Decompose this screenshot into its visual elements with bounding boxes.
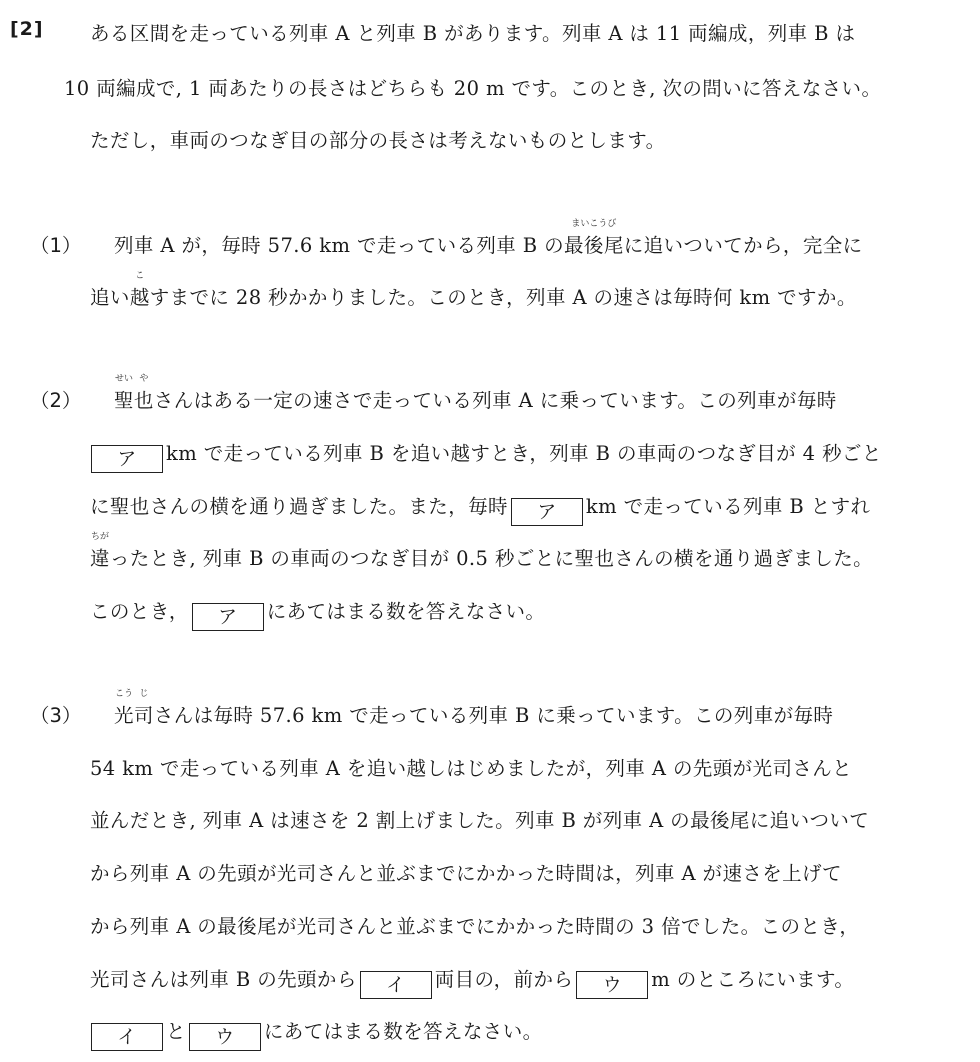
q3-label: （3） xyxy=(30,704,82,727)
q3-ruby-base-1: 光 xyxy=(114,704,134,727)
q3-text-7b: と xyxy=(166,1020,186,1043)
q1-text-d: すまでに 28 秒かかりました。このとき，列車 A の速さは毎時何 km ですか。 xyxy=(149,286,857,309)
q1-ruby-base-2: 越 xyxy=(129,286,150,309)
q3-line-1 xyxy=(114,689,834,728)
intro-line-2: 10 両編成で, 1 両あたりの長さはどちらも 20 m です。このとき, 次の問いに答えなさい。 xyxy=(64,77,882,100)
q2-ruby-base-3: 違 xyxy=(90,547,110,570)
q1-line-2 xyxy=(90,271,857,310)
answer-box-u-2[interactable]: ウ xyxy=(189,1023,261,1051)
q2-ruby-base-1: 聖 xyxy=(114,389,134,412)
q2-text-3b: km で走っている列車 B とすれ xyxy=(585,495,871,518)
q1-ruby-text: まいこうび xyxy=(571,219,617,229)
q2-line-3 xyxy=(90,491,870,526)
q3-line-6 xyxy=(90,964,854,999)
q2-line-1 xyxy=(114,374,837,413)
q2-text-4: ったとき, 列車 B の車両のつなぎ目が 0.5 秒ごとに聖也さんの横を通り過ぎました。 xyxy=(109,547,874,570)
q2-line-4 xyxy=(90,532,874,571)
q1-text-c: 追い xyxy=(90,286,130,309)
q2-text-1: さんはある一定の速さで走っている列車 A に乗っています。この列車が毎時 xyxy=(153,389,837,412)
q2-line-5 xyxy=(90,596,545,631)
q1-line-1 xyxy=(114,219,863,258)
answer-box-a-2[interactable]: ア xyxy=(511,498,583,526)
intro-line-1: ある区間を走っている列車 A と列車 B があります。列車 A は 11 両編成，列車 B は xyxy=(90,22,856,45)
q3-text-1: さんは毎時 57.6 km で走っている列車 B に乗っています。この列車が毎時 xyxy=(153,704,834,727)
q3-ruby-ji xyxy=(133,689,154,728)
q3-line-7 xyxy=(88,1016,543,1051)
q2-ruby-base-2: 也 xyxy=(133,389,154,412)
q3-text-6a: 光司さんは列車 B の先頭から xyxy=(90,968,357,991)
q2-ruby-sei xyxy=(114,374,134,413)
q2-ruby-ya xyxy=(133,374,154,413)
answer-box-i-2[interactable]: イ xyxy=(91,1023,163,1051)
answer-box-u[interactable]: ウ xyxy=(576,971,648,999)
q2-text-5b: にあてはまる数を答えなさい。 xyxy=(266,600,546,623)
answer-box-a[interactable]: ア xyxy=(91,445,163,473)
q3-ruby-base-2: 司 xyxy=(133,704,154,727)
q2-ruby-text-3: ちが xyxy=(90,532,109,542)
q1-text-b: に追いついてから，完全に xyxy=(623,234,863,257)
q1-ruby-text-2: こ xyxy=(135,271,145,281)
answer-box-i[interactable]: イ xyxy=(360,971,432,999)
q3-line-4: から列車 A の先頭が光司さんと並ぶまでにかかった時間は，列車 A が速さを上げて xyxy=(90,862,842,885)
answer-box-a-3[interactable]: ア xyxy=(192,603,264,631)
q1-ruby-saikoubi xyxy=(564,219,624,258)
q3-ruby-text-2: じ xyxy=(139,689,149,699)
q2-text-5a: このとき， xyxy=(90,600,189,623)
q2-line-2 xyxy=(88,438,882,473)
q2-text-3a: に聖也さんの横を通り過ぎました。また，毎時 xyxy=(90,495,508,518)
q2-text-2: km で走っている列車 B を追い越すとき，列車 B の車両のつなぎ目が 4 秒ごと xyxy=(166,442,882,465)
q1-label: （1） xyxy=(30,234,82,257)
q3-line-2: 54 km で走っている列車 A を追い越しはじめましたが，列車 A の先頭が光司さんと xyxy=(90,757,853,780)
q3-line-3: 並んだとき, 列車 A は速さを 2 割上げました。列車 B が列車 A の最後尾に追いついて xyxy=(90,809,870,832)
q2-ruby-text-1: せい xyxy=(114,374,133,384)
q3-text-6b: 両目の，前から xyxy=(434,968,574,991)
q2-label: （2） xyxy=(30,389,82,412)
intro-line-3: ただし，車両のつなぎ目の部分の長さは考えないものとします。 xyxy=(90,129,666,152)
problem-number: [2] xyxy=(10,18,44,40)
q3-ruby-kou xyxy=(114,689,134,728)
q1-text-a: 列車 A が，毎時 57.6 km で走っている列車 B の xyxy=(114,234,565,257)
q3-line-5: から列車 A の最後尾が光司さんと並ぶまでにかかった時間の 3 倍でした。このとき， xyxy=(90,915,860,938)
q2-ruby-text-2: や xyxy=(139,374,149,384)
q2-ruby-chiga xyxy=(90,532,110,571)
q3-text-7c: にあてはまる数を答えなさい。 xyxy=(263,1020,543,1043)
q3-text-6c: m のところにいます。 xyxy=(651,968,855,991)
q3-ruby-text-1: こう xyxy=(114,689,133,699)
q1-ruby-ko xyxy=(129,271,150,310)
q1-ruby-base: 最後尾 xyxy=(564,234,624,257)
